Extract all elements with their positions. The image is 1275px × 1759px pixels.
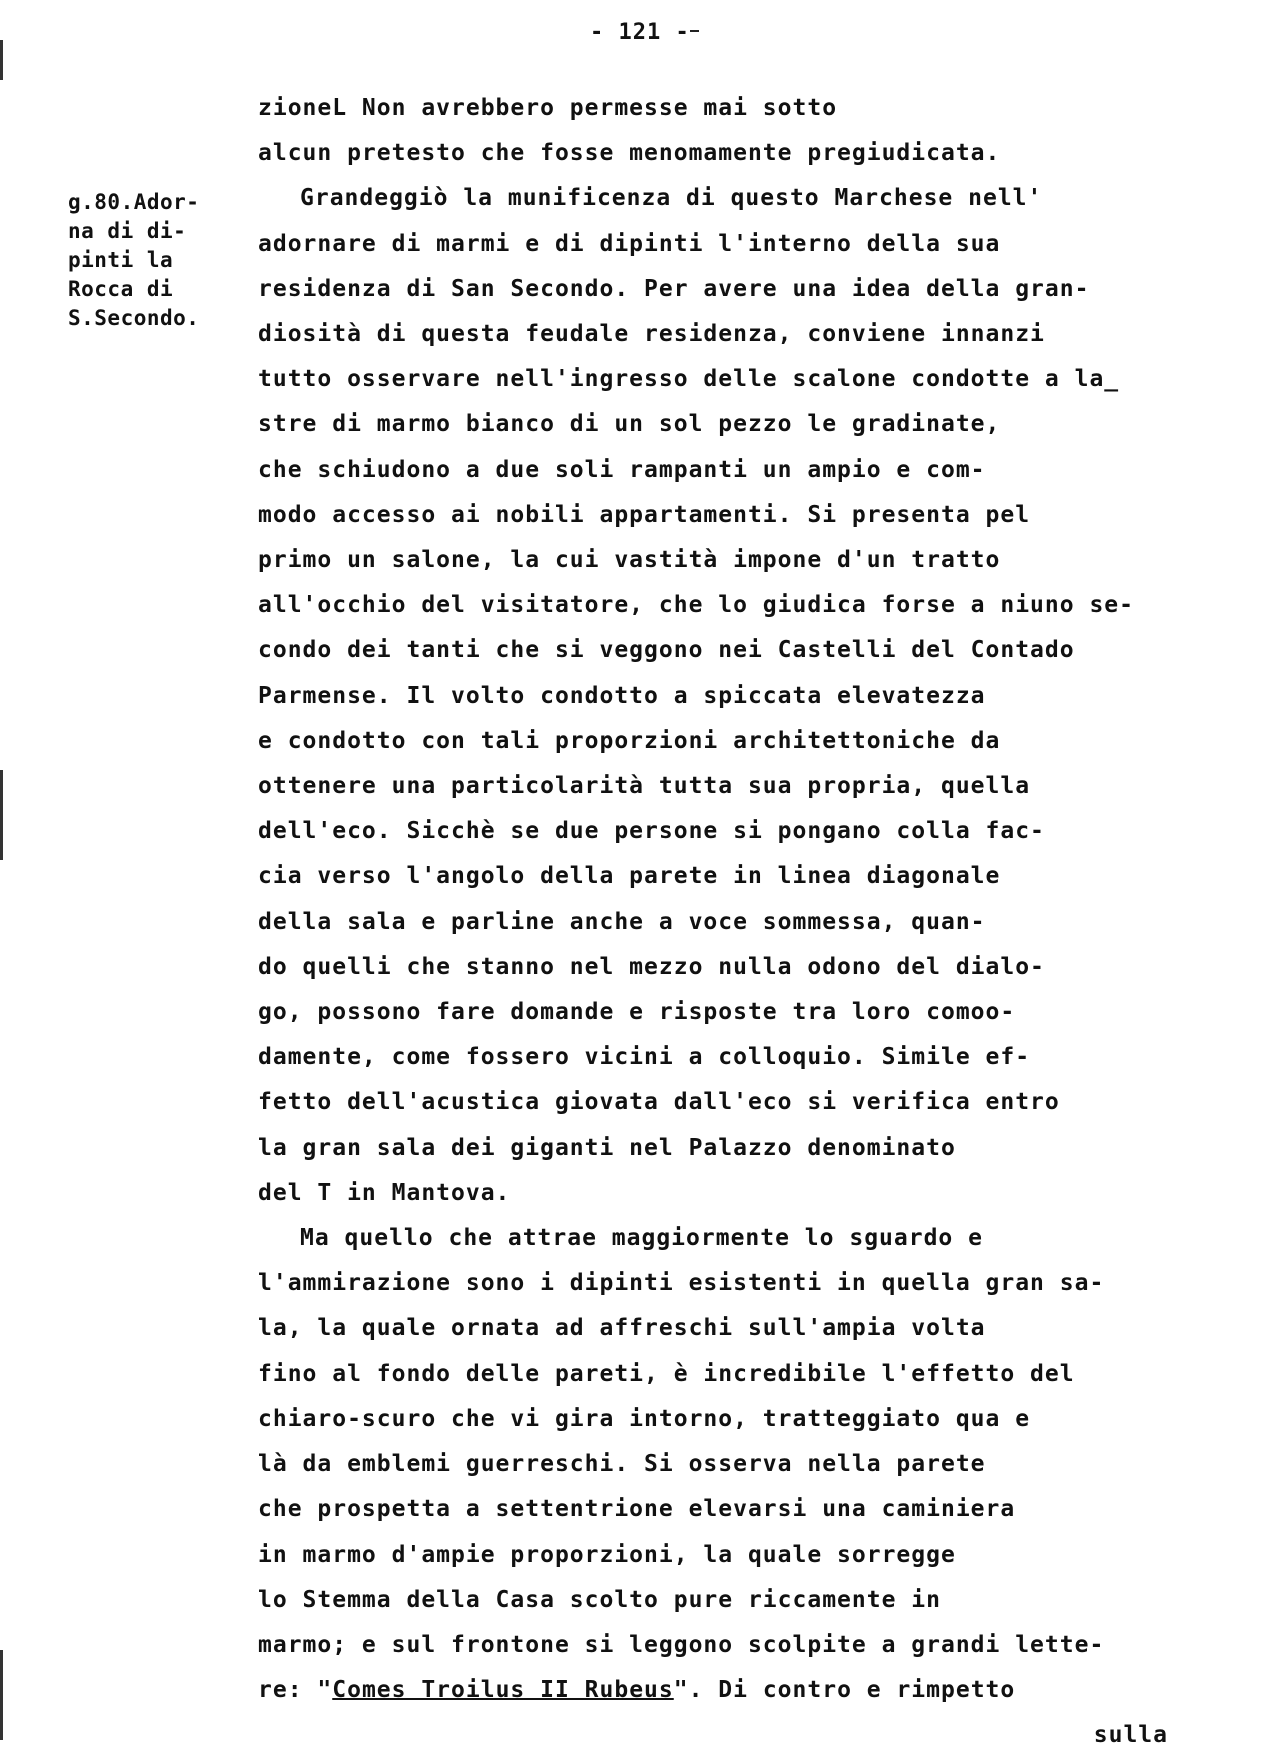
text-line: modo accesso ai nobili appartamenti. Si presenta pel	[258, 501, 1031, 528]
text-line: damente, come fossero vicini a colloquio. Simile ef-	[258, 1044, 1031, 1071]
text-line: la, la quale ornata ad affreschi sull'ampia volta	[258, 1315, 986, 1342]
text-line: adornare di marmi e di dipinti l'interno della sua	[258, 230, 1001, 257]
text-line: fino al fondo delle pareti, è incredibile l'effetto del	[258, 1360, 1075, 1387]
margin-note	[68, 188, 238, 333]
text-line: della sala e parline anche a voce sommessa, quan-	[258, 908, 986, 935]
text-line: primo un salone, la cui vastità impone d'un tratto	[258, 547, 1001, 574]
text-line: stre di marmo bianco di un sol pezzo le gradinate,	[258, 411, 1001, 438]
text-line: lo Stemma della Casa scolto pure riccamente in	[258, 1586, 941, 1613]
text-line: go, possono fare domande e risposte tra loro comoo-	[258, 999, 1016, 1026]
text-line: zioneL Non avrebbero permesse mai sotto	[258, 95, 838, 121]
text-line: dell'eco. Sicchè se due persone si pongano colla fac-	[258, 818, 1045, 845]
text-line: chiaro-scuro che vi gira intorno, tratteggiato qua e	[258, 1405, 1031, 1432]
margin-note-line: pinti la	[68, 248, 174, 272]
scan-edge-mark	[0, 770, 3, 860]
inscription-suffix: ". Di contro e rimpetto	[673, 1677, 1016, 1704]
text-line: condo dei tanti che si veggono nei Castelli del Contado	[258, 637, 1075, 664]
scan-dash-mark	[690, 30, 699, 32]
text-line: che prospetta a settentrione elevarsi una caminiera	[258, 1496, 1016, 1523]
page-number: - 121 -	[590, 20, 690, 45]
margin-note-line: na di di-	[68, 219, 187, 243]
text-line: fetto dell'acustica giovata dall'eco si verifica entro	[258, 1089, 1060, 1116]
text-line: do quelli che stanno nel mezzo nulla odono del dialo-	[258, 953, 1045, 980]
text-line: residenza di San Secondo. Per avere una idea della gran-	[258, 275, 1090, 302]
text-line: marmo; e sul frontone si leggono scolpite a grandi lette-	[258, 1631, 1105, 1658]
margin-note-line: S.Secondo.	[68, 306, 200, 330]
text-line: all'occhio del visitatore, che lo giudica forse a niuno se-	[258, 592, 1134, 619]
body-text	[258, 86, 1198, 1759]
text-line: e condotto con tali proporzioni architettoniche da	[258, 727, 1001, 754]
text-line: cia verso l'angolo della parete in linea diagonale	[258, 863, 1001, 890]
text-line: in marmo d'ampie proporzioni, la quale sorregge	[258, 1541, 956, 1568]
inscription-prefix: re: "	[258, 1677, 333, 1704]
margin-note-line: Rocca di	[68, 277, 174, 301]
text-line-with-inscription	[258, 1668, 1198, 1713]
text-line: Parmense. Il volto condotto a spiccata elevatezza	[258, 682, 986, 709]
text-line: del T in Mantova.	[258, 1179, 511, 1206]
catchword: sulla	[1093, 1722, 1168, 1749]
text-line: che schiudono a due soli rampanti un ampio e com-	[258, 456, 986, 483]
text-line: la gran sala dei giganti nel Palazzo denominato	[258, 1134, 956, 1161]
text-line: diosità di questa feudale residenza, conviene innanzi	[258, 321, 1045, 348]
text-line: ottenere una particolarità tutta sua propria, quella	[258, 773, 1031, 800]
scan-edge-mark	[0, 1650, 3, 1740]
text-line: Ma quello che attrae maggiormente lo sguardo e	[300, 1225, 983, 1252]
text-line: Grandeggiò la munificenza di questo Marchese nell'	[300, 185, 1043, 212]
text-line: tutto osservare nell'ingresso delle scalone condotte a la_	[258, 366, 1120, 393]
inscription-underlined: Comes Troilus II Rubeus	[332, 1677, 674, 1704]
text-line: l'ammirazione sono i dipinti esistenti in quella gran sa-	[258, 1270, 1105, 1297]
scan-edge-mark	[0, 40, 3, 80]
text-line: là da emblemi guerreschi. Si osserva nella parete	[258, 1451, 986, 1478]
text-line: alcun pretesto che fosse menomamente pregiudicata.	[258, 140, 1001, 167]
margin-note-line: g.80.Ador-	[68, 190, 200, 214]
